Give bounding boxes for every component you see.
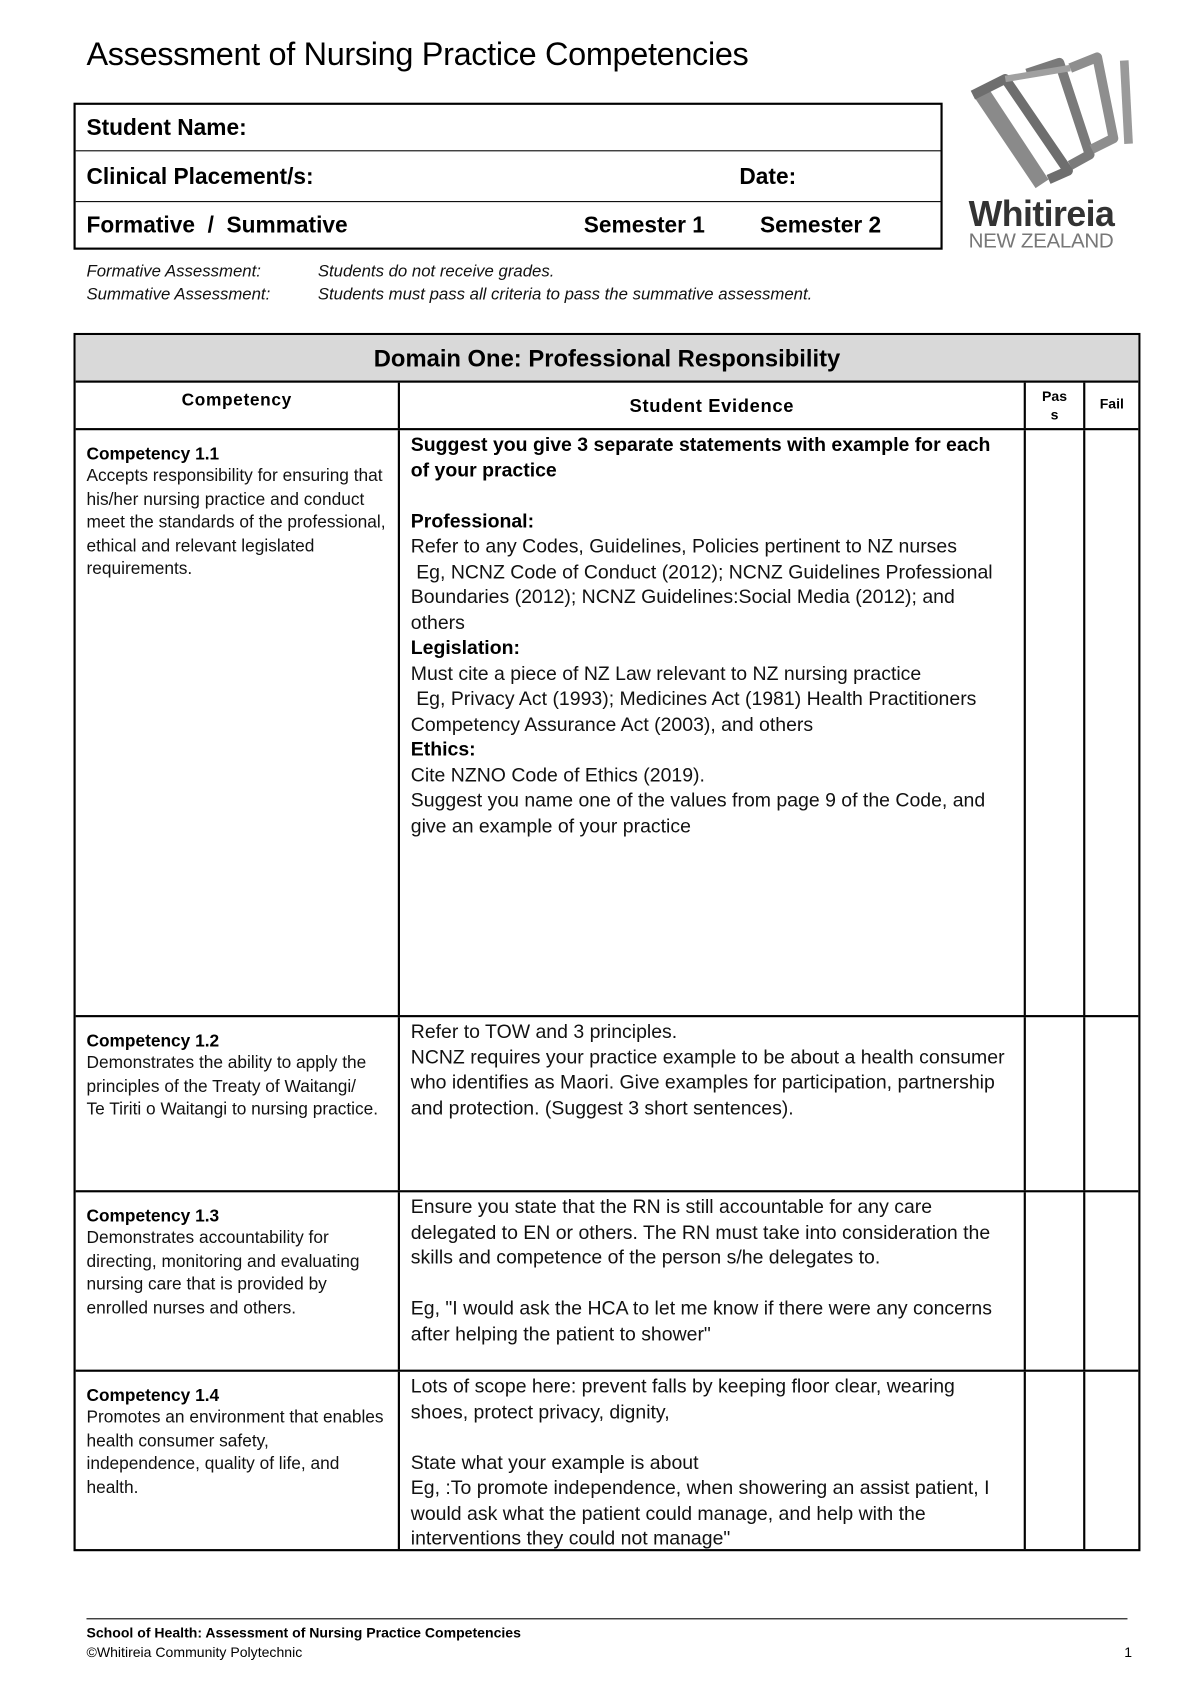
evidence-line: Must cite a piece of NZ Law relevant to NZ nursing practice: [410, 662, 922, 684]
pass-cell[interactable]: [1026, 1017, 1085, 1190]
evidence-line: NCNZ requires your practice example to be about a health consumer who identifies as Maori. Give examples for participation, partnership and protection. (Suggest 3 short sentences).: [410, 1045, 1010, 1119]
competency-cell: [76, 1192, 400, 1369]
evidence-cell[interactable]: [400, 430, 1026, 1015]
competency-description: Accepts responsibility for ensuring that his/her nursing practice and conduct meet the standards of the professional, ethical and relevant legislated requirements.: [86, 466, 386, 579]
fail-cell[interactable]: [1085, 1192, 1138, 1369]
fail-cell[interactable]: [1085, 1372, 1138, 1549]
evidence-cell[interactable]: [400, 1017, 1026, 1190]
competency-description: Demonstrates the ability to apply the principles of the Treaty of Waitangi/ Te Tiriti o Waitangi to nursing practice.: [86, 1053, 379, 1119]
competency-cell: [76, 1372, 400, 1549]
spacer: [411, 483, 1013, 508]
placement-row[interactable]: [76, 151, 941, 202]
page-title: Assessment of Nursing Practice Competencies: [86, 36, 749, 73]
competency-title: Competency 1.3: [86, 1207, 220, 1226]
date-label: Date:: [739, 164, 797, 190]
footer-title: School of Health: Assessment of Nursing Practice Competencies: [86, 1624, 521, 1641]
evidence-line: Eg, "I would ask the HCA to let me know if there were any concerns after helping the patient to shower": [410, 1297, 998, 1345]
pass-cell[interactable]: [1026, 1192, 1085, 1369]
competency-row: [76, 1017, 1139, 1192]
evidence-line: Cite NZNO Code of Ethics (2019).: [410, 763, 705, 786]
formative-note-label: Formative Assessment:: [86, 262, 261, 282]
header-pass: Pas s: [1026, 383, 1085, 428]
evidence-cell[interactable]: [400, 1372, 1026, 1549]
evidence-line: Eg, :To promote independence, when showering an assist patient, I would ask what the patient could manage, and help with the interventions they could not manage": [410, 1476, 995, 1550]
competency-title: Competency 1.2: [86, 1032, 220, 1051]
competency-cell: [76, 430, 400, 1015]
semester-2-label: Semester 2: [759, 212, 882, 238]
evidence-line: Refer to TOW and 3 principles.: [410, 1020, 678, 1043]
summative-note-label: Summative Assessment:: [86, 285, 271, 304]
header-fail: Fail: [1099, 395, 1124, 412]
assessment-type-row: [76, 202, 941, 247]
competency-row: [76, 430, 1139, 1017]
evidence-line: Professional:: [410, 509, 535, 532]
pass-cell[interactable]: [1026, 430, 1085, 1015]
fail-cell[interactable]: [1085, 430, 1138, 1015]
student-name-row[interactable]: [76, 105, 941, 151]
evidence-line: Suggest you give 3 separate statements with example for each of your practice: [410, 433, 996, 481]
logo-subtitle: NEW ZEALAND: [968, 230, 1114, 253]
evidence-line: Ensure you state that the RN is still accountable for any care delegated to EN or others. The RN must take into consideration the skills and competence of the person s/he delegates to.: [410, 1195, 996, 1269]
evidence-line: Refer to any Codes, Guidelines, Policies pertinent to NZ nurses: [410, 535, 957, 557]
competency-table: [74, 333, 1141, 1551]
domain-heading: Domain One: Professional Responsibility: [76, 335, 1139, 383]
pass-cell[interactable]: [1026, 1372, 1085, 1549]
evidence-line: Lots of scope here: prevent falls by keeping floor clear, wearing shoes, protect privacy, dignity,: [410, 1375, 961, 1423]
student-info-box: [74, 103, 943, 250]
competency-description: Promotes an environment that enables health consumer safety, independence, quality of life, and health.: [86, 1408, 384, 1497]
competency-description: Demonstrates accountability for directing, monitoring and evaluating nursing care that is provided by enrolled nurses and others.: [86, 1229, 360, 1318]
formative-note-text: Students do not receive grades.: [317, 262, 555, 282]
competency-title: Competency 1.4: [86, 1386, 220, 1406]
semester-1-label: Semester 1: [583, 212, 705, 238]
footer-copyright: ©Whitireia Community Polytechnic: [86, 1644, 303, 1661]
header-competency: Competency: [76, 383, 400, 428]
whitireia-logo: [962, 52, 1137, 253]
spacer: [411, 1425, 1013, 1450]
evidence-cell[interactable]: [400, 1192, 1026, 1369]
logo-mark-icon: [962, 52, 1137, 193]
page-number: 1: [1124, 1644, 1133, 1661]
evidence-line: Suggest you name one of the values from page 9 of the Code, and give an example of your practice: [410, 789, 991, 837]
header-evidence: Student Evidence: [400, 383, 1026, 428]
assessment-type-label: Formative / Summative: [86, 212, 348, 238]
placement-label: Clinical Placement/s:: [86, 164, 314, 190]
logo-name: Whitireia: [968, 193, 1115, 234]
student-name-label: Student Name:: [86, 115, 247, 141]
competency-title: Competency 1.1: [86, 445, 220, 464]
fail-cell[interactable]: [1085, 1017, 1138, 1190]
evidence-line: Legislation:: [410, 636, 520, 659]
competency-cell: [76, 1017, 400, 1190]
footer-divider: [86, 1618, 1127, 1619]
competency-row: [76, 1192, 1139, 1371]
evidence-line: State what your example is about: [410, 1451, 699, 1473]
table-header-row: [76, 383, 1139, 431]
evidence-line: Eg, NCNZ Code of Conduct (2012); NCNZ Guidelines Professional Boundaries (2012); NCNZ Guidelines:Social Media (2012); and others: [410, 560, 999, 633]
spacer: [411, 1271, 1013, 1296]
competency-row: [76, 1372, 1139, 1549]
summative-note-text: Students must pass all criteria to pass the summative assessment.: [317, 285, 813, 304]
evidence-line: Eg, Privacy Act (1993); Medicines Act (1981) Health Practitioners Competency Assurance Act (2003), and others: [410, 687, 982, 735]
evidence-line: Ethics:: [410, 738, 476, 760]
